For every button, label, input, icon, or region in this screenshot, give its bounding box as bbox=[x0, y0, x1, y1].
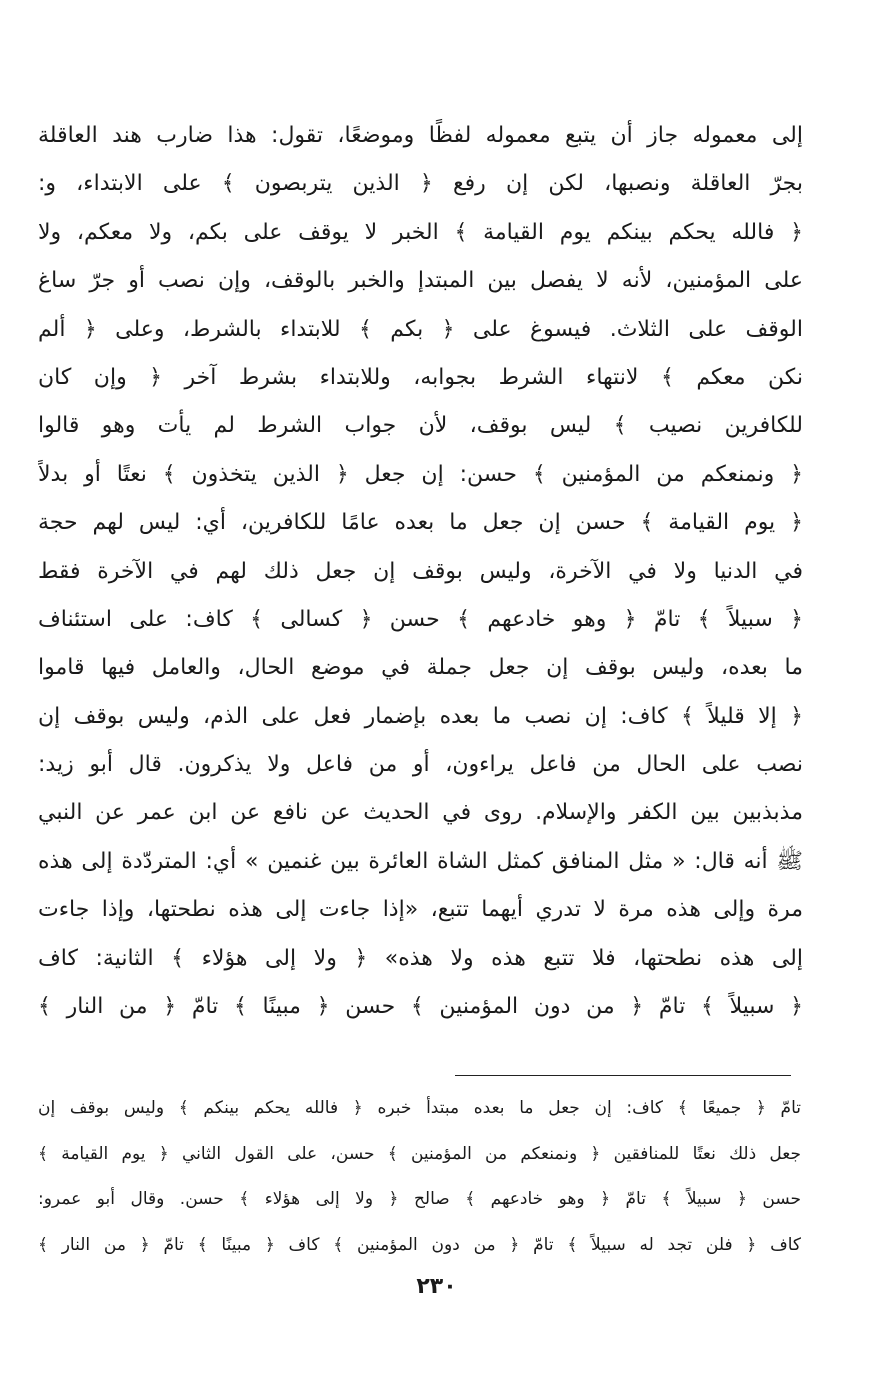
footnote-separator bbox=[455, 1075, 791, 1076]
main-text-line: الوقف على الثلاث. فيسوغ على ﴿ بكم ﴾ للابتداء بالشرط، وعلى ﴿ ألم bbox=[38, 316, 803, 342]
footnote-line: جعل ذلك نعتًا للمنافقين ﴿ ونمنعكم من المؤمنين ﴾ حسن، على القول الثاني ﴿ يوم القيامة ﴾ bbox=[38, 1143, 801, 1164]
main-text-line: إلى هذه نطحتها، فلا تتبع هذه ولا هذه» ﴿ ولا إلى هؤلاء ﴾ الثانية: كاف bbox=[38, 945, 803, 971]
main-text-line: مرة وإلى هذه مرة لا تدري أيهما تتبع، «إذا جاءت إلى هذه نطحتها، وإذا جاءت bbox=[38, 897, 803, 923]
main-text-line: ﴿ سبيلاً ﴾ تامّ ﴿ وهو خادعهم ﴾ حسن ﴿ كسالى ﴾ كاف: على استئناف bbox=[38, 606, 803, 632]
main-text-line: ﴿ يوم القيامة ﴾ حسن إن جعل ما بعده عامًا للكافرين، أي: ليس لهم حجة bbox=[38, 510, 803, 536]
main-text-line: مذبذبين بين الكفر والإسلام. روى في الحديث عن نافع عن ابن عمر عن النبي bbox=[38, 800, 803, 826]
main-text-line: على المؤمنين، لأنه لا يفصل بين المبتدإ والخبر بالوقف، وإن نصب أو جرّ ساغ bbox=[38, 268, 803, 294]
main-text-line: ﷺ أنه قال: « مثل المنافق كمثل الشاة العائرة بين غنمين » أي: المتردّدة إلى هذه bbox=[38, 848, 803, 874]
footnote-line: حسن ﴿ سبيلاً ﴾ تامّ ﴿ وهو خادعهم ﴾ صالح ﴿ ولا إلى هؤلاء ﴾ حسن. وقال أبو عمرو: bbox=[38, 1189, 801, 1209]
main-text-line: ﴿ إلا قليلاً ﴾ كاف: إن نصب ما بعده بإضمار فعل على الذم، وليس بوقف إن bbox=[38, 703, 803, 729]
main-text-line: ما بعده، وليس بوقف إن جعل جملة في موضع الحال، والعامل فيها قاموا bbox=[38, 655, 803, 681]
main-text-line: إلى معموله جاز أن يتبع معموله لفظًا وموضعًا، تقول: هذا ضارب هند العاقلة bbox=[38, 123, 803, 148]
footnotes-block bbox=[38, 1086, 801, 1268]
main-text-line: ﴿ فالله يحكم بينكم يوم القيامة ﴾ الخبر لا يوقف على بكم، ولا معكم، ولا bbox=[38, 219, 803, 245]
footnote-line: تامّ ﴿ جميعًا ﴾ كاف: إن جعل ما بعده مبتدأ خبره ﴿ فالله يحكم بينكم ﴾ وليس بوقف إن bbox=[38, 1098, 801, 1118]
main-text-block bbox=[38, 112, 803, 1031]
main-text-line: نصب على الحال من فاعل يراءون، أو من فاعل ولا يذكرون. قال أبو زيد: bbox=[38, 752, 803, 778]
main-text-line: ﴿ سبيلاً ﴾ تامّ ﴿ من دون المؤمنين ﴾ حسن ﴿ مبينًا ﴾ تامّ ﴿ من النار ﴾ bbox=[38, 994, 803, 1020]
footnote-line: كاف ﴿ فلن تجد له سبيلاً ﴾ تامّ ﴿ من دون المؤمنين ﴾ كاف ﴿ مبينًا ﴾ تامّ ﴿ من النار ﴾ bbox=[38, 1234, 801, 1255]
main-text-line: للكافرين نصيب ﴾ ليس بوقف، لأن جواب الشرط لم يأت وهو قالوا bbox=[38, 413, 803, 439]
main-text-line: نكن معكم ﴾ لانتهاء الشرط بجوابه، وللابتداء بشرط آخر ﴿ وإن كان bbox=[38, 364, 803, 390]
page-number: ٢٣٠ bbox=[416, 1274, 457, 1299]
main-text-line: ﴿ ونمنعكم من المؤمنين ﴾ حسن: إن جعل ﴿ الذين يتخذون ﴾ نعتًا أو بدلاً bbox=[38, 461, 803, 487]
main-text-line: بجرّ العاقلة ونصبها، لكن إن رفع ﴿ الذين يتربصون ﴾ على الابتداء، و: bbox=[38, 171, 803, 197]
main-text-line: في الدنيا ولا في الآخرة، وليس بوقف إن جعل ذلك لهم في الآخرة فقط bbox=[38, 558, 803, 584]
